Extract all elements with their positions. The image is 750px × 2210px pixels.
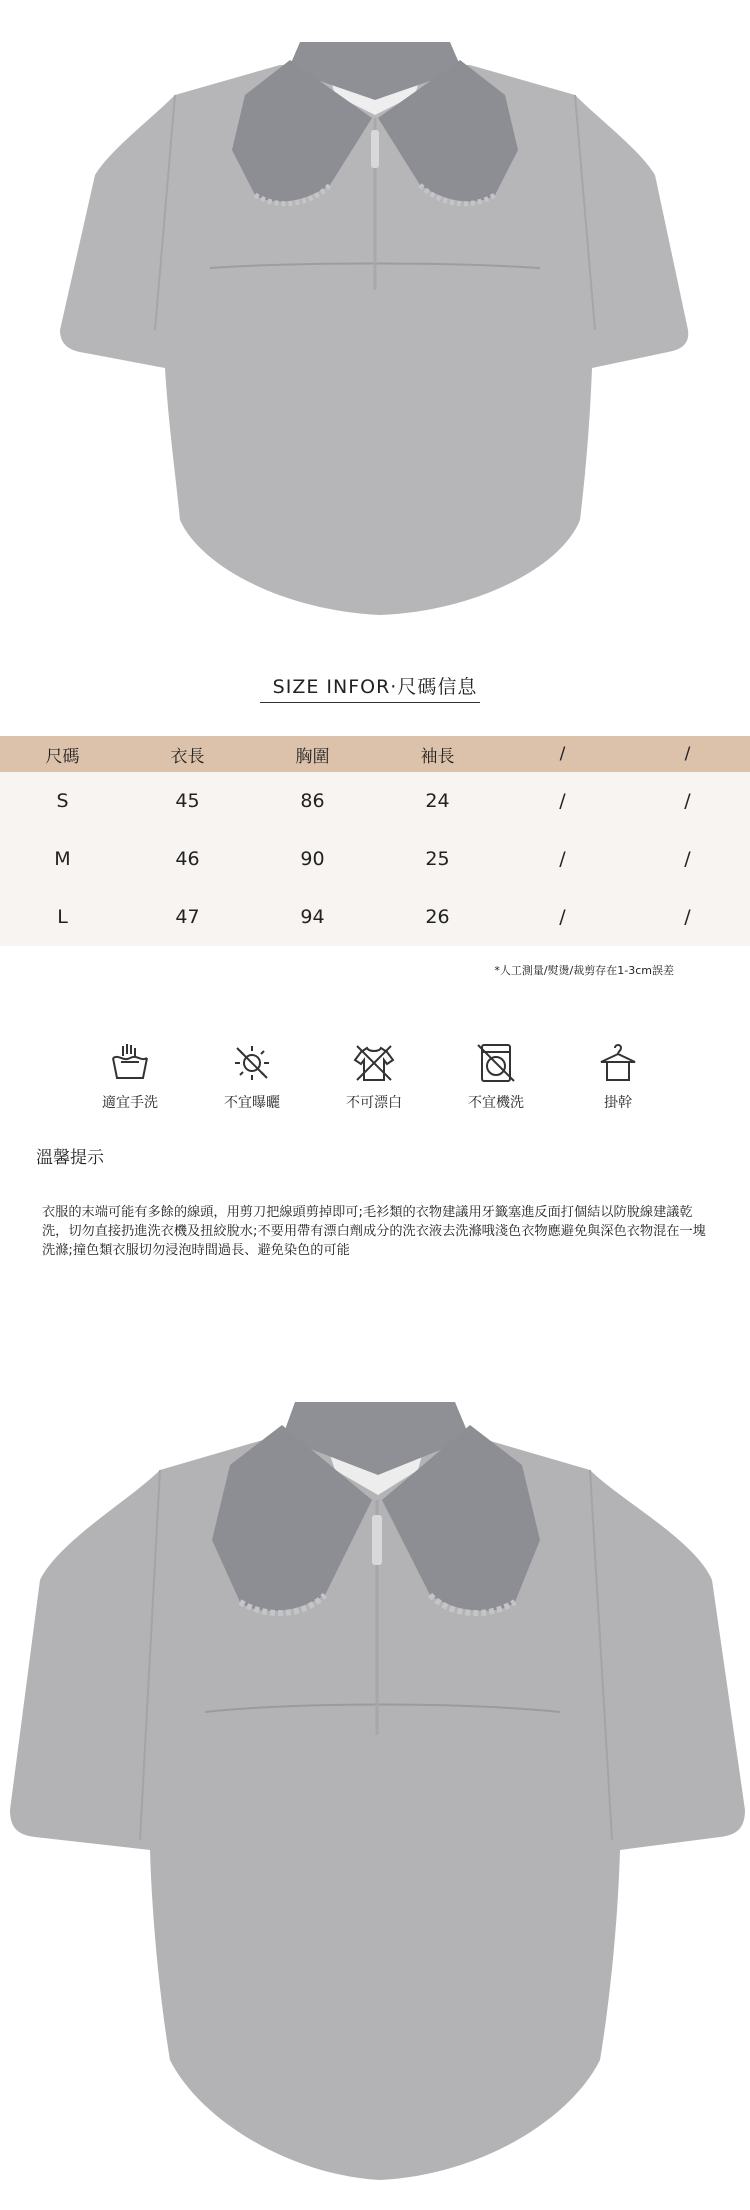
measurement-note: *人工測量/熨燙/裁剪存在1-3cm誤差: [494, 964, 674, 977]
care-label: 不宜曝曬: [224, 1095, 280, 1111]
table-cell: 24: [425, 790, 450, 812]
table-cell: 25: [425, 848, 450, 870]
table-cell: 47: [175, 906, 200, 928]
table-header-row: [0, 736, 750, 772]
product-photo-bottom: [0, 1340, 750, 2180]
table-cell: /: [684, 906, 691, 928]
care-item-no-sun: [192, 1040, 312, 1112]
table-row: [0, 772, 750, 830]
table-cell: 46: [175, 848, 200, 870]
column-header: 胸圍: [250, 736, 375, 772]
table-row: [0, 888, 750, 946]
table-cell: L: [57, 906, 68, 928]
care-item-no-machine: [436, 1040, 556, 1112]
table-cell: /: [559, 790, 566, 812]
no-sun-dry-icon: [229, 1040, 275, 1086]
care-label: 適宜手洗: [102, 1095, 158, 1111]
table-cell: 26: [425, 906, 450, 928]
care-label: 不宜機洗: [468, 1095, 524, 1111]
table-cell: /: [559, 848, 566, 870]
table-cell: 90: [300, 848, 325, 870]
tips-body: 衣服的末端可能有多餘的線頭，用剪刀把線頭剪掉即可;毛衫類的衣物建議用牙籤塞進反面打個結以防脫線建議乾洗，切勿直接扔進洗衣機及扭絞脫水;不要用帶有漂白劑成分的洗衣液去洗滌哦淺色衣物應避免與深色衣物混在一塊洗滌;撞色類衣服切勿浸泡時間過長、避免染色的可能: [42, 1205, 706, 1258]
table-row: [0, 830, 750, 888]
table-cell: /: [559, 906, 566, 928]
column-header: 衣長: [125, 736, 250, 772]
table-cell: M: [54, 848, 71, 870]
no-machine-wash-icon: [473, 1040, 519, 1086]
care-item-hang-dry: [558, 1040, 678, 1112]
column-header: /: [625, 736, 750, 772]
care-label: 掛幹: [604, 1095, 632, 1111]
table-cell: 86: [300, 790, 325, 812]
column-header: 袖長: [375, 736, 500, 772]
size-title-underline: [260, 702, 480, 703]
size-table: [0, 736, 750, 946]
table-cell: 45: [175, 790, 200, 812]
care-item-no-bleach: [314, 1040, 434, 1112]
column-header: 尺碼: [0, 736, 125, 772]
hang-dry-icon: [595, 1040, 641, 1086]
table-cell: 94: [300, 906, 325, 928]
size-info-title: SIZE INFOR·尺碼信息: [272, 676, 478, 698]
care-instructions: [70, 1040, 680, 1120]
table-cell: /: [684, 848, 691, 870]
table-cell: /: [684, 790, 691, 812]
care-label: 不可漂白: [346, 1095, 402, 1111]
product-photo-top: [0, 0, 750, 660]
table-cell: S: [56, 790, 69, 812]
column-header: /: [500, 736, 625, 772]
care-item-hand-wash: [70, 1040, 190, 1112]
no-bleach-icon: [351, 1040, 397, 1086]
tips-title: 溫馨提示: [36, 1148, 104, 1168]
hand-wash-icon: [107, 1040, 153, 1086]
